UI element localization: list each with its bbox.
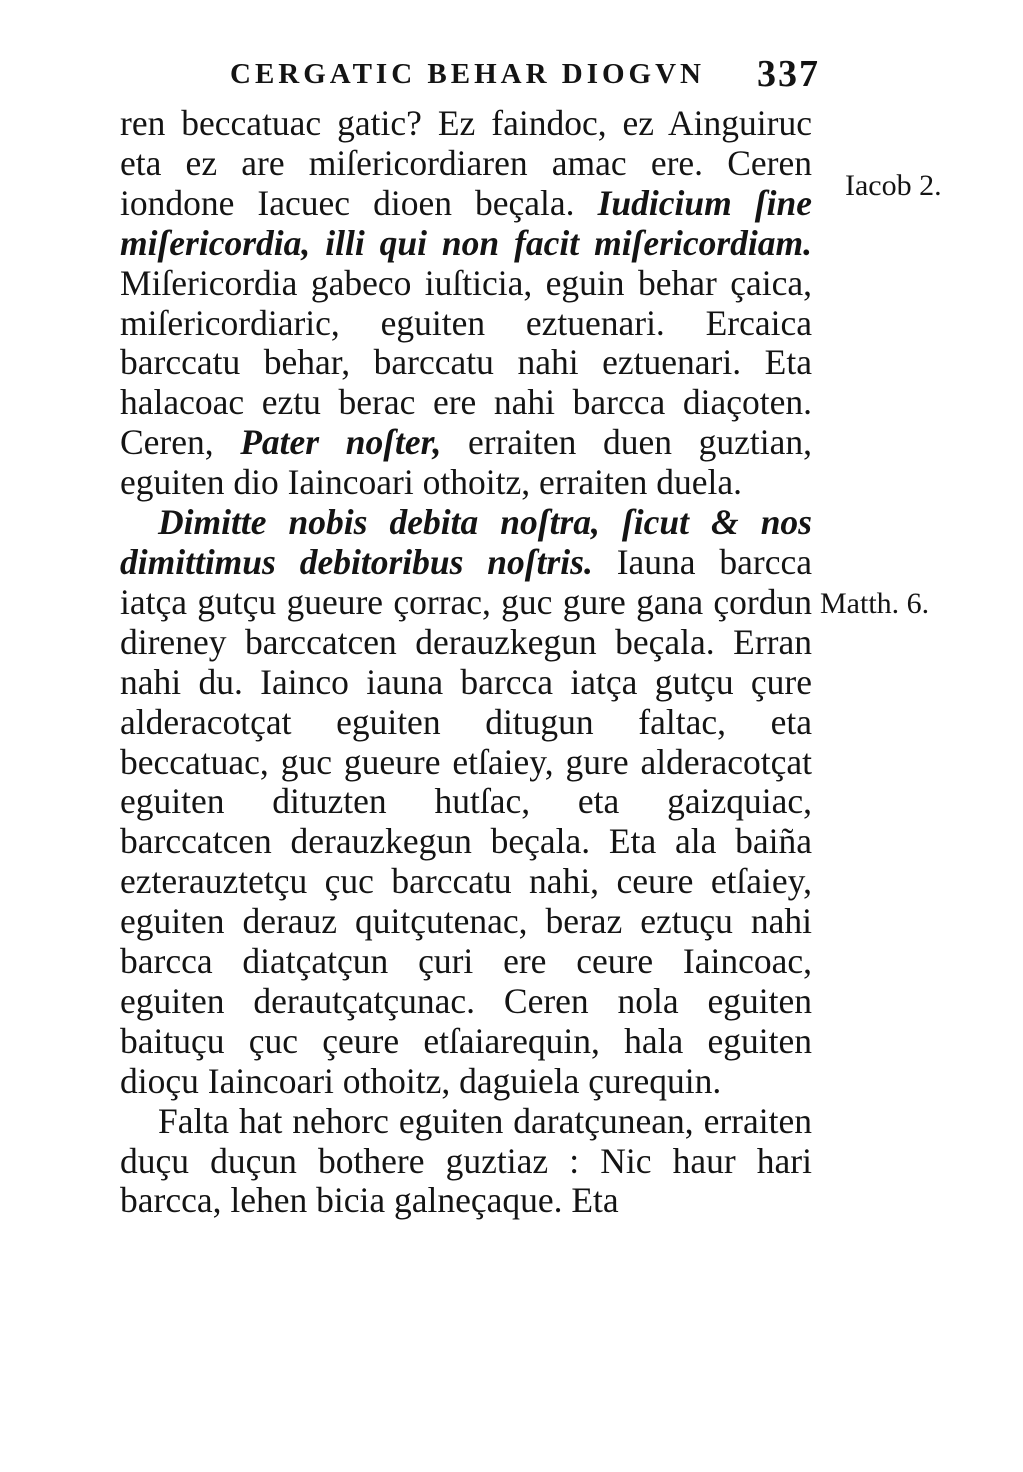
latin-quote-pater-noster: Pater noſter,: [240, 422, 442, 463]
paragraph-1-text-a: ren beccatuac gatic? Ez faindoc, ez Ainguiruc eta ez are miſericordiaren amac ere. Ceren iondone Iacuec dioen beçala.: [120, 103, 812, 223]
latin-quote-dimitte: Dimitte nobis debita noſtra, ſicut & nos dimittimus debitoribus noſtris.: [120, 502, 812, 582]
latin-quote-iudicium: Iudicium ſine miſericordia, illi qui non facit miſericordiam.: [120, 182, 812, 263]
margin-note-matth: Matth. 6.: [820, 587, 930, 620]
paragraph-1-text-c: Miſericordia gabeco iuſticia, eguin behar çaica, miſericordiaric, eguiten eztuenari. Ercaica barccatu behar, barccatu nahi eztuenari. Eta halacoac eztu berac ere nahi barcca diaçoten. Ceren,: [120, 262, 812, 463]
paragraph-1: [120, 104, 812, 503]
page-number: 337: [757, 53, 820, 95]
running-header: [120, 52, 820, 96]
running-title: CERGATIC BEHAR DIOGVN: [230, 58, 706, 90]
paragraph-1-text-e: erraiten duen guztian, eguiten dio Iaincoari othoitz, erraiten duela.: [120, 422, 812, 503]
paragraph-3: Falta hat nehorc eguiten daratçunean, erraiten duçu duçun bothere guztiaz : Nic haur hari barcca, lehen bicia galneçaque. Eta: [120, 1100, 812, 1221]
main-text: [120, 104, 812, 1221]
margin-note-iacob: Iacob 2.: [845, 169, 942, 202]
paragraph-2: [120, 503, 812, 1102]
paragraph-2-text: Iauna barcca iatça gutçu gueure çorrac, guc gure gana çordun direney barccatcen derauzkegun beçala. Erran nahi du. Iainco iauna barcca iatça gutçu çure alderacotçat eguiten ditugun faltac, eta beccatuac, guc gueure etſaiey, gure alderacotçat eguiten dituzten hutſac, eta gaizquiac, barccatcen derauzkegun beçala. Eta ala baiña ezterauztetçu çuc barccatu nahi, ceure etſaiey, eguiten derauz quitçutenac, beraz eztuçu nahi barcca diatçatçun çuri ere ceure Iaincoac, eguiten derautçatçunac. Ceren nola eguiten baituçu çuc çeure etſaiarequin, hala eguiten dioçu Iaincoari othoitz, daguiela çurequin.: [120, 541, 812, 1101]
